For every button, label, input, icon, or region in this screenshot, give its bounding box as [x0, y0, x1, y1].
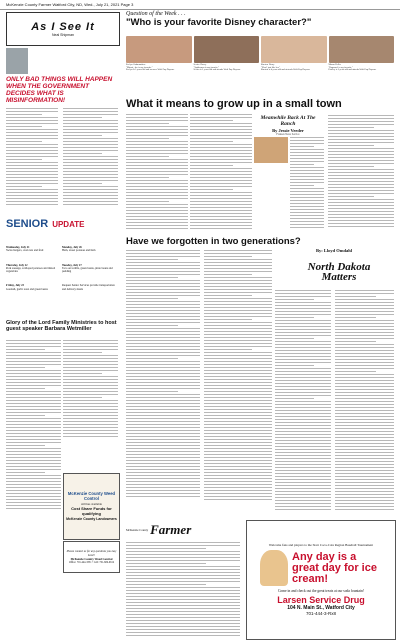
ad-phone: Office: 701-444-3351 • Cell: 701-609-0612	[68, 560, 115, 564]
growing-body-col2	[190, 114, 252, 232]
editorial-body-col2	[63, 108, 118, 208]
menu-day: Wednesday, July 21 Swiss burgers, oven tots and fruit	[6, 246, 44, 253]
ad-address: 104 N. Main St., Watford City	[287, 605, 355, 612]
senior-update-banner	[6, 214, 118, 242]
growing-up-headline: What it means to grow up in a small town	[126, 98, 342, 110]
growing-body-col3	[290, 137, 324, 232]
farmer-masthead	[126, 520, 240, 540]
growing-body-col4	[328, 115, 394, 232]
respondent-name: Sevira Cherry	[193, 64, 207, 66]
weed-contact-ad	[63, 541, 120, 573]
respondent-detail: Evelyn is 5 years old and an-swer Wolf Pup Daycare	[126, 69, 175, 72]
ad-line3: McKenzie County Landowners	[66, 517, 117, 521]
masthead-small: McKenzie County	[126, 528, 149, 532]
glory-headline: Glory of the Lord Family Ministries to host guest speaker Barbara Wetmiller	[6, 320, 117, 332]
ad-title: McKenzie County Weed Control	[67, 491, 116, 501]
respondent-4	[329, 36, 395, 76]
ad-line2: Cost Share Funds for qualifying	[71, 506, 112, 516]
respondent-name: Mason Keller	[328, 64, 342, 66]
glory-body-col1	[6, 340, 61, 640]
respondent-photo	[194, 36, 260, 63]
weed-control-ad	[63, 473, 120, 540]
column-title: As I See It	[31, 21, 95, 33]
respondent-photo	[329, 36, 395, 63]
respondent-detail: Sevira is 5 years old and attends Wolf Pup Daycare	[193, 69, 241, 72]
question-of-week	[126, 11, 394, 28]
author-photo	[6, 48, 62, 74]
ad-mid-text: Come in and check out the great treats at our soda fountain!	[278, 589, 364, 594]
column-name: Meanwhile Back At The Ranch	[260, 115, 316, 127]
menu-note: Request Senior Services provide transportation and delivery meals	[62, 284, 115, 291]
respondent-detail: Karsten is 4 years old and at-tends Wolf Pup Daycare	[261, 69, 311, 72]
question-photos	[126, 36, 394, 76]
page-header	[0, 0, 400, 10]
larsen-drug-ad	[246, 520, 396, 640]
menu-day: Monday, July 26 Ham, sweet potatoes and ham	[62, 246, 96, 253]
forgotten-body-col4	[335, 290, 394, 515]
forgotten-body-col1	[126, 250, 200, 515]
column-byline: By Jessie Veeder	[272, 128, 304, 133]
respondent-name: Karsten Henry	[261, 64, 275, 66]
header-text: McKenzie County Farmer Watford City, ND, Wed., July 21, 2021 Page 3	[6, 2, 134, 7]
north-dakota-matters-logo: North Dakota Matters	[307, 261, 371, 283]
respondent-1	[126, 36, 192, 76]
menu-day: Tuesday, July 27 Taco on tortilla, green beans, pinto beans and pudding	[62, 263, 113, 274]
question-text: "Who is your favorite Disney character?"	[126, 17, 312, 28]
respondent-name: Evelyn Gudmundsen	[126, 64, 146, 66]
ad-line1: still has available	[81, 502, 102, 507]
respondent-2	[194, 36, 260, 76]
as-i-see-it-banner	[6, 12, 120, 46]
ad-store-name: Larsen Service Drug	[277, 595, 365, 606]
ad-contact-line: Please contact us for any questions you may have!!	[66, 550, 117, 557]
senior-menu	[6, 246, 118, 302]
ice-cream-icon	[260, 550, 288, 586]
column-service: Fransen News Service	[276, 133, 300, 136]
respondent-3	[261, 36, 327, 76]
editorial-body-col1	[6, 108, 58, 208]
glory-body-col2	[63, 340, 118, 470]
ad-tagline: Welcome fans and players to the Starr Coca-Cola Region Baseball Tournament	[268, 542, 374, 547]
ad-office: McKenzie County Weed Control	[70, 556, 113, 561]
forgotten-body-col2	[204, 250, 272, 515]
ad-phone: 701-444-3-Rx8	[305, 611, 337, 617]
column-author: Neal Shipman	[52, 33, 74, 37]
menu-day: Thursday, July 22 Pork sausage, scalloped potatoes and mixed vegetables	[6, 263, 56, 274]
respondent-quote: "Spiderman is my favorite."	[193, 66, 220, 69]
column-photo	[254, 137, 288, 163]
respondent-detail: Paisley is 5 years old and attends Wolf Pup Daycare	[328, 69, 377, 72]
masthead-logo: Farmer	[150, 522, 192, 537]
senior-title: SENIOR	[6, 218, 49, 230]
ad-big-text: Any day is a great day for ice cream!	[292, 550, 377, 585]
respondent-quote: "Rapunzel is my favorite."	[328, 66, 353, 69]
respondent-quote: "Elsa I just like her."	[261, 66, 281, 69]
forgotten-byline: By: Lloyd Omdahl	[315, 248, 352, 253]
masthead-info	[126, 542, 240, 640]
respondent-quote: "Minnie, she is my favorite."	[126, 66, 153, 69]
menu-day: Friday, July 23 Goulash, garlic toast and green beans	[6, 284, 48, 291]
senior-title-2: UPDATE	[52, 220, 85, 229]
question-label: Question of the Week . . .	[126, 11, 186, 17]
respondent-photo	[126, 36, 192, 63]
respondent-photo	[261, 36, 327, 63]
forgotten-body-col3	[275, 290, 331, 515]
editorial-headline: ONLY BAD THINGS WILL HAPPEN WHEN THE GOVERNMENT DECIDES WHAT IS MISINFORMATION!	[6, 76, 113, 104]
forgotten-headline: Have we forgotten in two generations?	[126, 236, 301, 247]
growing-body-col1	[126, 114, 188, 232]
